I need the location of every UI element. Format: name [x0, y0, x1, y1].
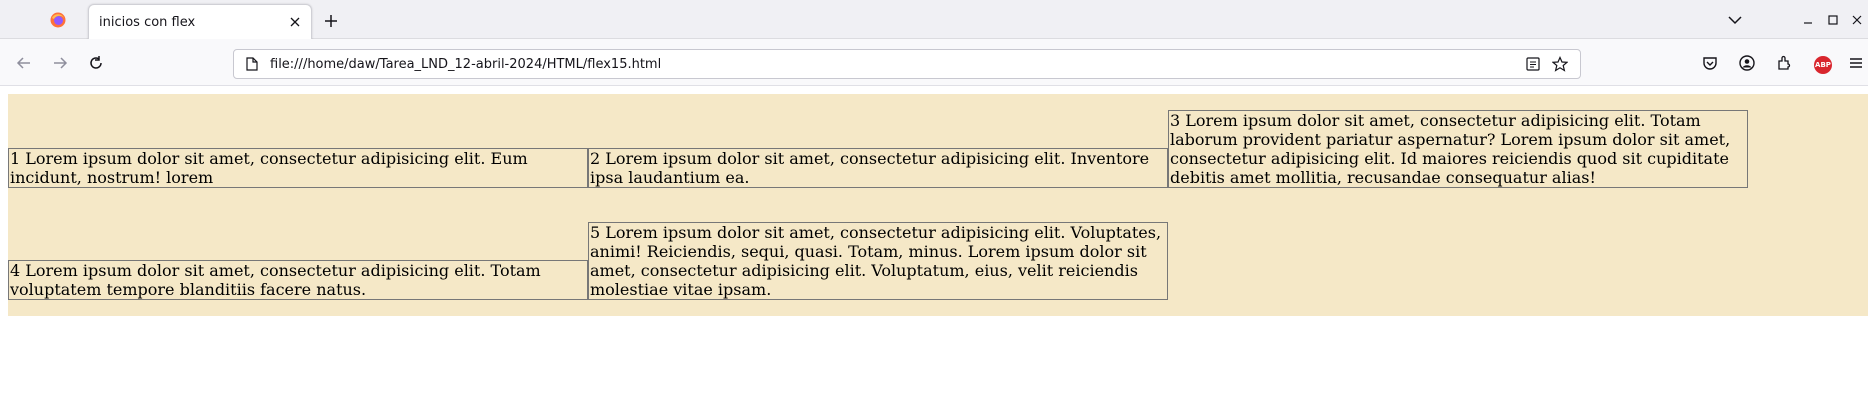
- flex-item-1: 1 Lorem ipsum dolor sit amet, consectetur adipisicing elit. Eum incidunt, nostrum! lorem: [8, 148, 588, 188]
- bookmark-star-icon[interactable]: [1552, 56, 1568, 72]
- flex-container: [8, 94, 1868, 316]
- menu-icon[interactable]: [1848, 55, 1864, 71]
- close-tab-icon[interactable]: [289, 16, 301, 28]
- tab-title: inicios con flex: [99, 15, 196, 30]
- pocket-icon[interactable]: [1702, 55, 1718, 71]
- flex-item-3: 3 Lorem ipsum dolor sit amet, consectetur adipisicing elit. Totam laborum provident pariatur aspernatur? Lorem ipsum dolor sit amet, consectetur adipisicing elit. Id maiores reiciendis quod sit cupiditate debitis amet mollitia, recusandae consequatur alias!: [1168, 110, 1748, 188]
- url-text[interactable]: file:///home/daw/Tarea_LND_12-abril-2024/HTML/flex15.html: [270, 57, 662, 72]
- url-bar[interactable]: [233, 49, 1581, 79]
- row-break: [8, 188, 1868, 222]
- reader-view-icon[interactable]: [1526, 57, 1540, 71]
- page-icon[interactable]: [246, 57, 258, 71]
- minimize-icon[interactable]: [1802, 14, 1814, 26]
- new-tab-icon[interactable]: [324, 14, 338, 28]
- forward-icon[interactable]: [52, 55, 68, 71]
- extensions-icon[interactable]: [1776, 55, 1792, 71]
- tab-strip: [0, 0, 1868, 39]
- account-icon[interactable]: [1739, 55, 1755, 71]
- flex-item-5: 5 Lorem ipsum dolor sit amet, consectetur adipisicing elit. Voluptates, animi! Reiciendis, sequi, quasi. Totam, minus. Lorem ipsum dolor sit amet, consectetur adipisicing elit. Voluptatum, eius, velit reiciendis molestiae vitae ipsam.: [588, 222, 1168, 300]
- back-icon[interactable]: [16, 55, 32, 71]
- flex-item-4: 4 Lorem ipsum dolor sit amet, consectetur adipisicing elit. Totam voluptatem tempore blanditiis facere natus.: [8, 260, 588, 300]
- firefox-logo-icon[interactable]: [50, 12, 66, 28]
- flex-item-2: 2 Lorem ipsum dolor sit amet, consectetur adipisicing elit. Inventore ipsa laudantium ea.: [588, 148, 1168, 188]
- nav-bar: [0, 39, 1868, 86]
- maximize-icon[interactable]: [1827, 14, 1839, 26]
- reload-icon[interactable]: [88, 55, 104, 71]
- list-all-tabs-icon[interactable]: [1728, 14, 1742, 26]
- close-window-icon[interactable]: [1851, 14, 1863, 26]
- tab-active[interactable]: [88, 4, 312, 41]
- adblock-icon[interactable]: ABP: [1814, 56, 1832, 74]
